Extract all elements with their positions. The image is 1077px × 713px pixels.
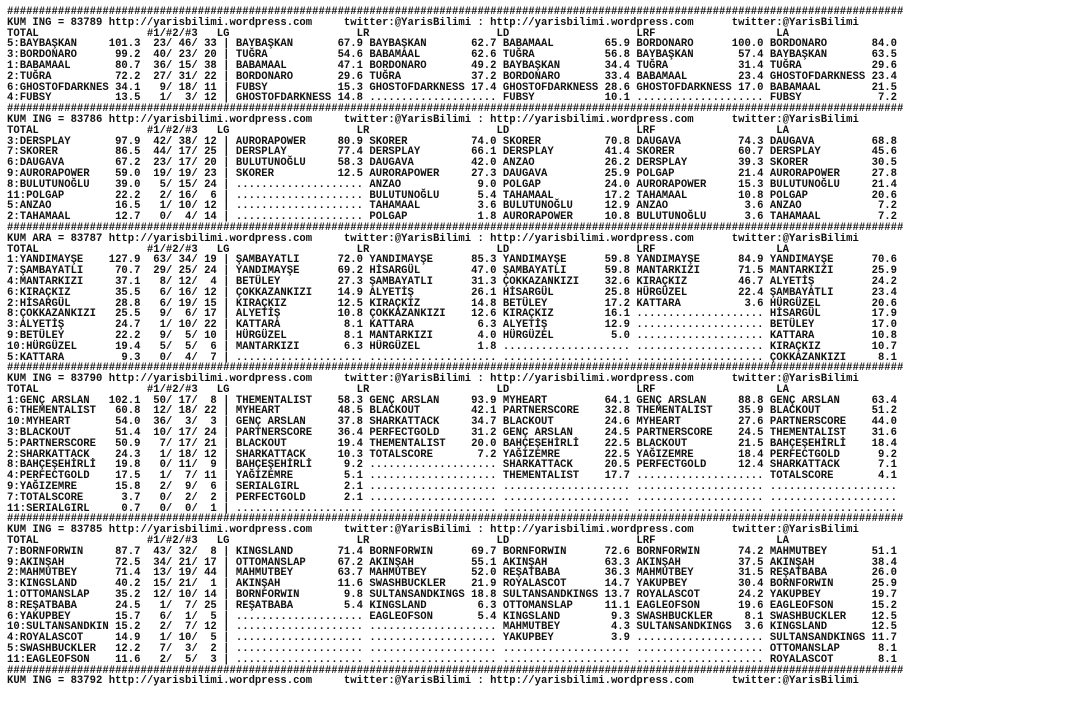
table-row: 7:BORNFORWIN 87.7 43/ 32/ 8 | KINGSLAND 71.4 BORNFORWIN 69.7 BORNFORWIN 72.6 BORNFORWIN 74.2 MAHMUTBEY 51.1 [7, 545, 898, 558]
table-row: 5:BAYBAŞKAN 101.3 23/ 46/ 33 | BAYBAŞKAN 67.9 BAYBAŞKAN 62.7 BABAMAAL 65.9 BORDONARO 100.0 BORDONARO 84.0 [7, 38, 898, 51]
section-separator: ############################################################################################################################################# [7, 221, 904, 234]
table-row: 10:MYHEART 54.0 36/ 3/ 3 | GENÇ ARSLAN 37.8 SHARKATTACK 34.7 BLACKOUT 24.6 MYHEART 27.6 PARTNERSCORE 44.0 [7, 416, 898, 429]
table-row: 3:BLACKOUT 51.4 10/ 17/ 24 | PARTNERSCORE 36.4 PERFECTGOLD 31.2 GENÇ ARSLAN 24.5 PARTNERSCORE 24.5 THEMENTALIST 31.6 [7, 427, 898, 440]
table-row: 4:PERFECTGOLD 17.5 1/ 7/ 11 | YAĞIZEMRE 5.1 .................... THEMENTALIST 17.7 .................... TOTALSCORE 4.1 [7, 470, 898, 483]
table-row: 1:YANDIMAYŞE 127.9 63/ 34/ 19 | ŞAMBAYATLI 72.0 YANDIMAYŞE 85.3 YANDIMAYŞE 59.8 YANDIMAYŞE 84.9 YANDIMAYŞE 70.6 [7, 254, 898, 267]
table-row: 6:YAKUPBEY 15.7 6/ 1/ 5 | .................... EAGLEOFSON 5.4 KINGSLAND 9.3 SWASHBUCKLER 8.1 SWASHBUCKLER 12.5 [7, 610, 898, 623]
table-row: 4:ROYALASCOT 14.9 1/ 10/ 5 | .................... .................... YAKUPBEY 3.9 .................... SULTANSANDKINGS 11.7 [7, 632, 898, 645]
table-row: 1:OTTOMANSLAP 35.2 12/ 10/ 14 | BORNFORWIN 9.8 SULTANSANDKINGS 18.8 SULTANSANDKINGS 13.7 ROYALASCOT 24.2 YAKUPBEY 19.7 [7, 589, 898, 602]
table-row: 2:HİSARGÜL 28.8 6/ 19/ 15 | KIRAÇKIZ 12.5 KIRAÇKIZ 14.8 BETÜLEY 17.2 KATTARA 3.6 HÜRGÜZEL 20.6 [7, 297, 898, 310]
section-separator: ############################################################################################################################################# [7, 103, 904, 116]
table-row: 6:KIRAÇKIZ 35.5 6/ 16/ 12 | ÇOKKAZANKIZI 14.9 ALYETİŞ 26.1 HİSARGÜL 25.8 HÜRGÜZEL 22.4 ŞAMBAYATLI 23.4 [7, 286, 898, 299]
table-row: 1:GENÇ ARSLAN 102.1 50/ 17/ 8 | THEMENTALIST 58.3 GENÇ ARSLAN 93.9 MYHEART 64.1 GENÇ ARSLAN 88.8 GENÇ ARSLAN 63.4 [7, 394, 898, 407]
section-separator: ############################################################################################################################################# [7, 362, 904, 375]
table-row: 2:MAHMUTBEY 71.4 13/ 19/ 44 | MAHMUTBEY 63.7 MAHMUTBEY 52.0 REŞATBABA 36.3 MAHMUTBEY 31.5 REŞATBABA 26.0 [7, 567, 898, 580]
table-row: 4:MANTARKIZI 37.1 8/ 12/ 4 | BETÜLEY 27.3 ŞAMBAYATLI 31.3 ÇOKKAZANKIZI 32.6 KIRAÇKIZ 46.7 ALYETİŞ 24.2 [7, 275, 898, 288]
table-row: 2:TAHAMAAL 12.7 0/ 4/ 14 | .................... POLGAP 1.8 AURORAPOWER 10.8 BULUTUNOĞLU 3.6 TAHAMAAL 7.2 [7, 211, 898, 224]
table-row: 9:AKINŞAH 72.5 34/ 21/ 17 | OTTOMANSLAP 67.2 AKINŞAH 55.1 AKINŞAH 63.3 AKINŞAH 37.5 AKINŞAH 38.4 [7, 556, 898, 569]
race-header-line: KUM ING = 83792 http://yarisbilimi.wordpress.com twitter:@YarisBilimi : http://yarisbilimi.wordpress.com twitter:@YarisBilimi [7, 675, 859, 688]
table-row: 3:KINGSLAND 40.2 15/ 21/ 1 | AKINŞAH 11.6 SWASHBUCKLER 21.9 ROYALASCOT 14.7 YAKUPBEY 30.4 BORNFORWIN 25.9 [7, 578, 898, 591]
table-row: 3:BORDONARO 99.2 40/ 23/ 20 | TUĞRA 54.6 BABAMAAL 62.6 TUĞRA 56.8 BAYBAŞKAN 57.4 BAYBAŞKAN 63.5 [7, 49, 898, 62]
table-row: 9:AURORAPOWER 59.0 19/ 19/ 23 | SKORER 12.5 AURORAPOWER 27.3 DAUGAVA 25.9 POLGAP 21.4 AURORAPOWER 27.8 [7, 167, 898, 180]
table-row: 5:KATTARA 9.3 0/ 4/ 7 | .................... .................... .................... .................... ÇOKKAZANKIZI 8.1 [7, 351, 898, 364]
table-row: 6:THEMENTALIST 60.8 12/ 18/ 22 | MYHEART 48.5 BLACKOUT 42.1 PARTNERSCORE 32.8 THEMENTALIST 35.9 BLACKOUT 51.2 [7, 405, 898, 418]
column-header-line: TOTAL #1/#2/#3 LG LR LD LRF LA [7, 243, 789, 256]
race-header-line: KUM ING = 83785 http://yarisbilimi.wordpress.com twitter:@YarisBilimi : http://yarisbilimi.wordpress.com twitter:@YarisBilimi [7, 524, 859, 537]
section-separator: ############################################################################################################################################# [7, 664, 904, 677]
race-header-line: KUM ARA = 83787 http://yarisbilimi.wordpress.com twitter:@YarisBilimi : http://yarisbilimi.wordpress.com twitter:@YarisBilimi [7, 232, 859, 245]
table-row: 10:HÜRGÜZEL 19.4 5/ 5/ 6 | MANTARKIZI 6.3 HÜRGÜZEL 1.8 .................... .................... KIRAÇKIZ 10.7 [7, 340, 898, 353]
race-header-line: KUM ING = 83789 http://yarisbilimi.wordpress.com twitter:@YarisBilimi : http://yarisbilimi.wordpress.com twitter:@YarisBilimi [7, 16, 859, 29]
table-row: 3:DERSPLAY 97.9 42/ 38/ 12 | AURORAPOWER 80.9 SKORER 74.0 SKORER 70.8 DAUGAVA 74.3 DAUGAVA 68.8 [7, 135, 898, 148]
table-row: 11:SERIALGIRL 0.7 0/ 0/ 1 | .................... .................... .................... .................... .................... [7, 502, 898, 515]
section-separator: ############################################################################################################################################# [7, 513, 904, 526]
column-header-line: TOTAL #1/#2/#3 LG LR LD LRF LA [7, 535, 789, 548]
table-row: 9:BETÜLEY 22.2 9/ 5/ 10 | HÜRGÜZEL 8.1 MANTARKIZI 4.0 HÜRGÜZEL 5.0 .................... KATTARA 10.8 [7, 329, 898, 342]
column-header-line: TOTAL #1/#2/#3 LG LR LD LRF LA [7, 27, 789, 40]
table-row: 11:POLGAP 22.2 2/ 16/ 6 | .................... BULUTUNOĞLU 5.4 TAHAMAAL 17.2 TAHAMAAL 10.8 POLGAP 20.6 [7, 189, 898, 202]
column-header-line: TOTAL #1/#2/#3 LG LR LD LRF LA [7, 383, 789, 396]
section-separator: ############################################################################################################################################# [7, 6, 904, 18]
table-row: 11:EAGLEOFSON 11.6 2/ 5/ 3 | .................... .................... .................... .................... ROYALASCOT 8.1 [7, 653, 898, 666]
table-row: 5:ANZAO 16.5 1/ 10/ 12 | .................... TAHAMAAL 3.6 BULUTUNOĞLU 12.9 ANZAO 3.6 ANZAO 7.2 [7, 200, 898, 213]
table-row: 8:REŞATBABA 24.5 1/ 7/ 25 | REŞATBABA 5.4 KINGSLAND 6.3 OTTOMANSLAP 11.1 EAGLEOFSON 19.6 EAGLEOFSON 15.2 [7, 599, 898, 612]
table-row: 5:SWASHBUCKLER 12.2 7/ 3/ 2 | .................... .................... .................... .................... OTTOMANSLAP 8.1 [7, 643, 898, 656]
table-row: 8:BAHÇEŞEHİRLİ 19.8 0/ 11/ 9 | BAHÇEŞEHİRLİ 9.2 .................... SHARKATTACK 20.5 PERFECTGOLD 12.4 SHARKATTACK 7.1 [7, 459, 898, 472]
table-row: 7:ŞAMBAYATLI 70.7 29/ 25/ 24 | YANDIMAYŞE 69.2 HİSARGÜL 47.0 ŞAMBAYATLI 59.8 MANTARKIZI 71.5 MANTARKIZI 25.9 [7, 265, 898, 278]
table-row: 7:SKORER 86.5 44/ 17/ 25 | DERSPLAY 77.4 DERSPLAY 66.1 DERSPLAY 41.4 SKORER 60.7 DERSPLAY 45.6 [7, 146, 898, 159]
race-header-line: KUM ING = 83786 http://yarisbilimi.wordpress.com twitter:@YarisBilimi : http://yarisbilimi.wordpress.com twitter:@YarisBilimi [7, 113, 859, 126]
table-row: 9:YAĞIZEMRE 15.8 2/ 9/ 6 | SERIALGIRL 2.1 .................... .................... .................... .................... [7, 481, 898, 494]
table-row: 4:FUBSY 13.5 1/ 3/ 12 | GHOSTOFDARKNESS 14.8 .................... FUBSY 10.1 .................... FUBSY 7.2 [7, 92, 898, 105]
table-row: 6:GHOSTOFDARKNES 34.1 9/ 18/ 11 | FUBSY 15.3 GHOSTOFDARKNESS 17.4 GHOSTOFDARKNESS 28.6 GHOSTOFDARKNESS 17.0 BABAMAAL 21.5 [7, 81, 898, 94]
table-row: 8:BULUTUNOĞLU 39.0 5/ 15/ 24 | .................... ANZAO 9.0 POLGAP 24.0 AURORAPOWER 15.3 BULUTUNOĞLU 21.4 [7, 178, 898, 191]
column-header-line: TOTAL #1/#2/#3 LG LR LD LRF LA [7, 124, 789, 137]
table-row: 1:BABAMAAL 80.7 36/ 15/ 38 | BABAMAAL 47.1 BORDONARO 49.2 BAYBAŞKAN 34.4 TUĞRA 31.4 TUĞRA 29.6 [7, 59, 898, 72]
table-row: 5:PARTNERSCORE 50.9 7/ 17/ 21 | BLACKOUT 19.4 THEMENTALIST 20.0 BAHÇEŞEHİRLİ 22.5 BLACKOUT 21.5 BAHÇEŞEHİRLİ 18.4 [7, 437, 898, 450]
table-row: 7:TOTALSCORE 3.7 0/ 2/ 2 | PERFECTGOLD 2.1 .................... .................... .................... .................... [7, 491, 898, 504]
race-header-line: KUM ING = 83790 http://yarisbilimi.wordpress.com twitter:@YarisBilimi : http://yarisbilimi.wordpress.com twitter:@YarisBilimi [7, 373, 859, 386]
table-row: 2:SHARKATTACK 24.3 1/ 18/ 12 | SHARKATTACK 10.3 TOTALSCORE 7.2 YAĞIZEMRE 22.5 YAĞIZEMRE 18.4 PERFECTGOLD 9.2 [7, 448, 898, 461]
table-row: 3:ALYETİŞ 24.7 1/ 10/ 22 | KATTARA 8.1 KATTARA 6.3 ALYETİŞ 12.9 .................... BETÜLEY 17.0 [7, 319, 898, 332]
table-row: 6:DAUGAVA 67.2 23/ 17/ 20 | BULUTUNOĞLU 58.3 DAUGAVA 42.0 ANZAO 26.2 DERSPLAY 39.3 SKORER 30.5 [7, 157, 898, 170]
table-row: 8:ÇOKKAZANKIZI 25.5 9/ 6/ 17 | ALYETİŞ 10.8 ÇOKKAZANKIZI 12.6 KIRAÇKIZ 16.1 .................... HİSARGÜL 17.9 [7, 308, 898, 321]
table-row: 2:TUĞRA 72.2 27/ 31/ 22 | BORDONARO 29.6 TUĞRA 37.2 BORDONARO 33.4 BABAMAAL 23.4 GHOSTOFDARKNESS 23.4 [7, 70, 898, 83]
table-row: 10:SULTANSANDKIN 15.2 2/ 7/ 12 | .................... .................... MAHMUTBEY 4.3 SULTANSANDKINGS 3.6 KINGSLAND 12.5 [7, 621, 898, 634]
